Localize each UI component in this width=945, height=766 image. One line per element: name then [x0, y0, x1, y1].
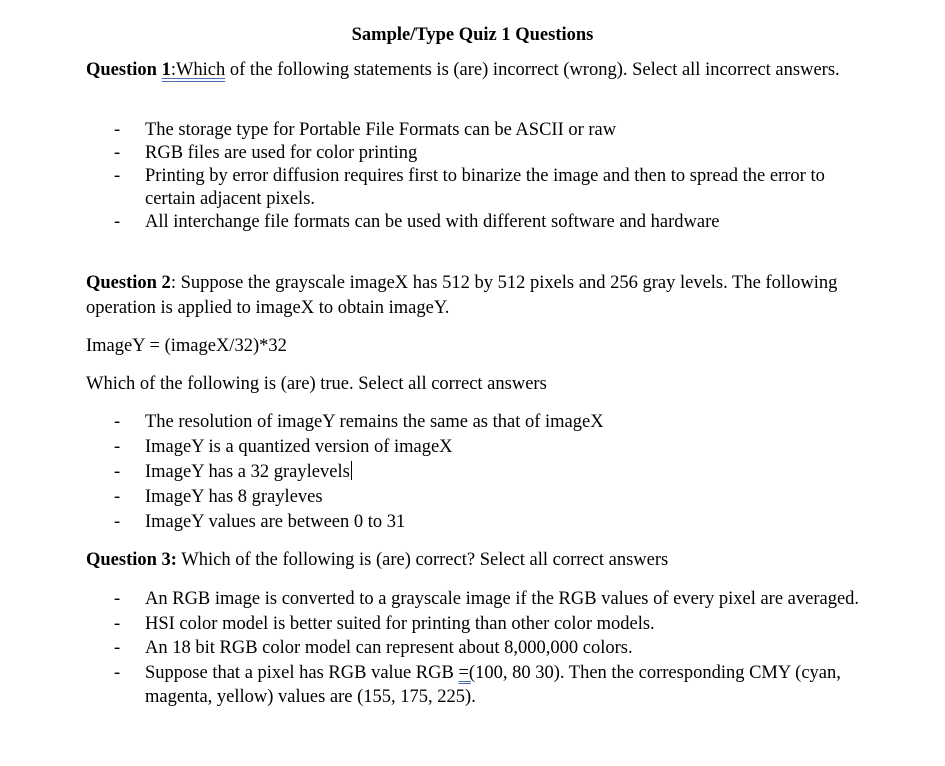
- question-1-sep: :: [170, 60, 176, 80]
- list-item: - HSI color model is better suited for printing than other color models.: [114, 613, 655, 634]
- list-item: - The storage type for Portable File Formats can be ASCII or raw: [114, 120, 617, 140]
- list-item: - An 18 bit RGB color model can represent about 8,000,000 colors.: [114, 638, 633, 658]
- question-3-label: Question 3:: [86, 550, 177, 570]
- list-item: - Printing by error diffusion requires first to binarize the image and then to spread the error to certain adjacent pixels.: [114, 166, 825, 209]
- question-3-text: Question 3: Which of the following is (are) correct? Select all correct answers: [86, 550, 669, 570]
- list-item: - The resolution of imageY remains the same as that of imageX: [114, 412, 604, 432]
- question-1-text: Question 1:Which of the following statements is (are) incorrect (wrong). Select all incorrect answers.: [86, 60, 840, 80]
- question-2-prompt: Which of the following is (are) true. Select all correct answers: [86, 374, 547, 394]
- list-item: - An RGB image is converted to a grayscale image if the RGB values of every pixel are averaged.: [114, 589, 860, 609]
- text-cursor: [351, 461, 352, 480]
- document-title: Sample/Type Quiz 1 Questions: [351, 25, 594, 45]
- list-item: - ImageY has 8 grayleves: [114, 487, 323, 507]
- question-3-options: [86, 587, 876, 710]
- list-item: - All interchange file formats can be used with different software and hardware: [114, 212, 720, 232]
- list-item: - RGB files are used for color printing: [114, 143, 418, 163]
- question-2-text: Question 2: Suppose the grayscale imageX has 512 by 512 pixels and 256 gray levels. The following operation is applied to imageX to obtain imageY.: [86, 273, 838, 318]
- list-item: - Suppose that a pixel has RGB value RGB =(100, 80 30). Then the corresponding CMY (cyan, magenta, yellow) values are (155, 175, 225).: [114, 662, 841, 707]
- question-2-formula: ImageY = (imageX/32)*32: [86, 336, 287, 356]
- list-item: - ImageY has a 32 graylevels: [114, 462, 350, 482]
- question-2-label: Question 2: [86, 273, 171, 293]
- list-item: - ImageY values are between 0 to 31: [114, 512, 406, 532]
- question-2-options: [86, 410, 876, 535]
- list-item: - ImageY is a quantized version of imageX: [114, 437, 453, 457]
- question-1-label: Question 1: [86, 60, 171, 80]
- question-1-options: [86, 119, 876, 234]
- question-1-squig-word: Which: [175, 60, 226, 80]
